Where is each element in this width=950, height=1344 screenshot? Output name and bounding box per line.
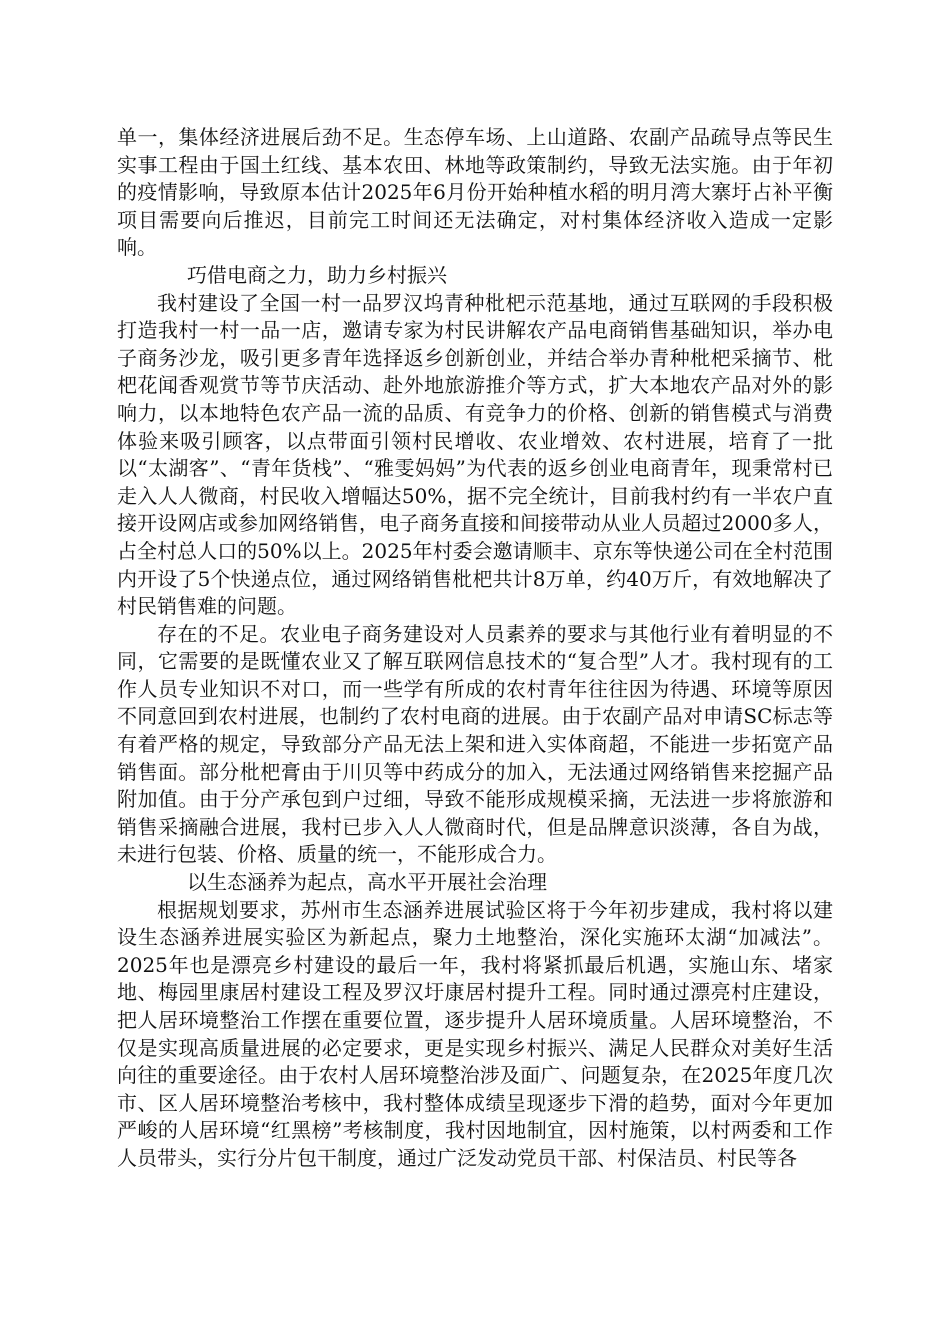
document-page [117,124,833,1173]
paragraph-shortcomings: 存在的不足。农业电子商务建设对人员素养的要求与其他行业有着明显的不同，它需要的是既懂农业又了解互联网信息技术的“复合型”人才。我村现有的工作人员专业知识不对口，而一些学有所成的农村青年往往因为待遇、环境等原因不同意回到农村进展，也制约了农村电商的进展。由于农副产品对申请SC标志等有着严格的规定，导致部分产品无法上架和进入实体商超，不能进一步拓宽产品销售面。部分枇杷膏由于川贝等中药成分的加入，无法通过网络销售来挖掘产品附加值。由于分产承包到户过细，导致不能形成规模采摘，无法进一步将旅游和销售采摘融合进展，我村已步入人人微商时代，但是品牌意识淡薄，各自为战，未进行包装、价格、质量的统一，不能形成合力。 [117,621,833,867]
section-heading-ecommerce: 巧借电商之力，助力乡村振兴 [187,262,447,287]
paragraph-ecommerce-base: 我村建设了全国一村一品罗汉坞青种枇杷示范基地，通过互联网的手段积极打造我村一村一品一店，邀请专家为村民讲解农产品电商销售基础知识，举办电子商务沙龙，吸引更多青年选择返乡创新创业，并结合举办青种枇杷采摘节、枇杷花闻香观赏节等节庆活动、赴外地旅游推介等方式，扩大本地农产品对外的影响力，以本地特色农产品一流的品质、有竞争力的价格、创新的销售模式与消费体验来吸引顾客，以点带面引领村民增收、农业增效、农村进展，培育了一批以“太湖客”、“青年货栈”、“雅雯妈妈”为代表的返乡创业电商青年，现秉常村已走入人人微商，村民收入增幅达50%，据不完全统计，目前我村约有一半农户直接开设网店或参加网络销售，电子商务直接和间接带动从业人员超过2000多人，占全村总人口的50%以上。2025年村委会邀请顺丰、京东等快递公司在全村范围内开设了5个快递点位，通过网络销售枇杷共计8万单，约40万斤，有效地解决了村民销售难的问题。 [117,290,833,619]
paragraph-collective-economy: 单一，集体经济进展后劲不足。生态停车场、上山道路、农副产品疏导点等民生实事工程由于国土红线、基本农田、林地等政策制约，导致无法实施。由于年初的疫情影响，导致原本估计2025年6月份开始种植水稻的明月湾大寨圩占补平衡项目需要向后推迟，目前完工时间还无法确定，对村集体经济收入造成一定影响。 [117,125,833,260]
section-heading-ecology: 以生态涵养为起点，高水平开展社会治理 [187,870,547,895]
paragraph-ecology-plan: 根据规划要求，苏州市生态涵养进展试验区将于今年初步建成，我村将以建设生态涵养进展实验区为新起点，聚力土地整治，深化实施环太湖“加减法”。2025年也是漂亮乡村建设的最后一年，我村将紧抓最后机遇，实施山东、堵家地、梅园里康居村建设工程及罗汉圩康居村提升工程。同时通过漂亮村庄建设，把人居环境整治工作摆在重要位置，逐步提升人居环境质量。人居环境整治，不仅是实现高质量进展的必定要求，更是实现乡村振兴、满足人民群众对美好生活向往的重要途径。由于农村人居环境整治涉及面广、问题复杂，在2025年度几次市、区人居环境整治考核中，我村整体成绩呈现逐步下滑的趋势，面对今年更加严峻的人居环境“红黑榜”考核制度，我村因地制宜，因村施策，以村两委和工作人员带头，实行分片包干制度，通过广泛发动党员干部、村保洁员、村民等各 [117,897,833,1170]
